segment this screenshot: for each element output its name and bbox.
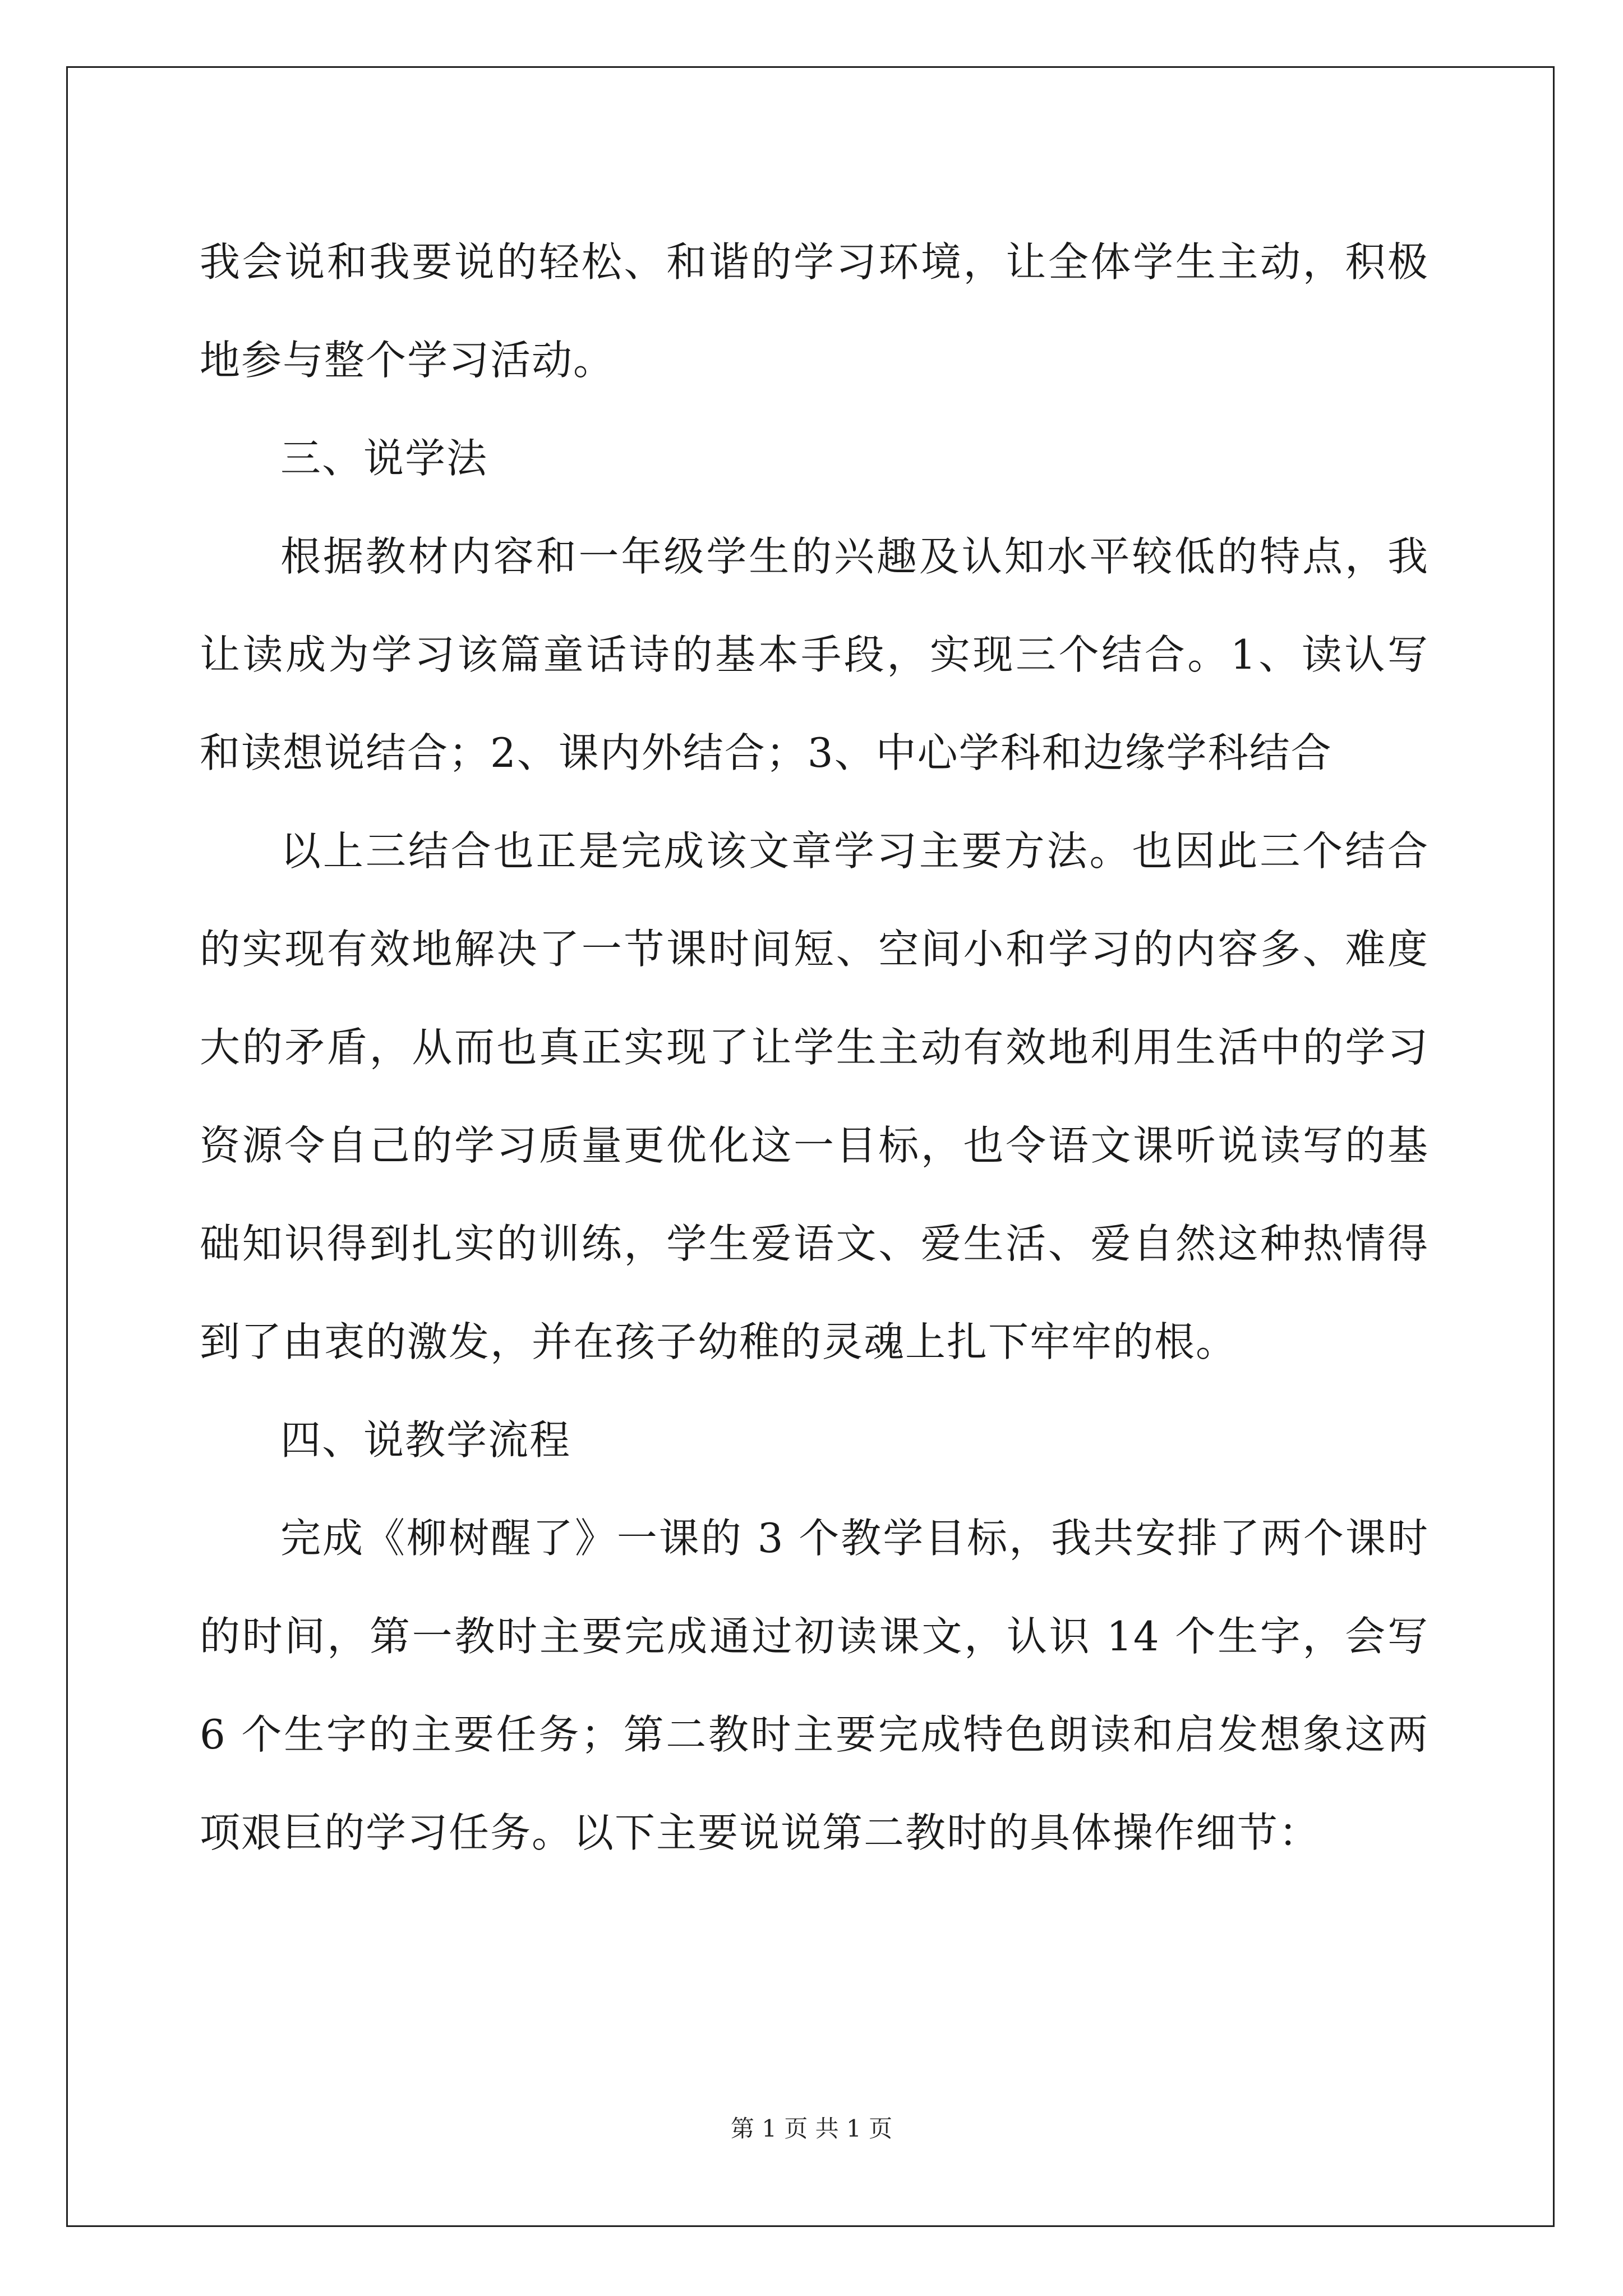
paragraph-1: 我会说和我要说的轻松、和谐的学习环境，让全体学生主动，积极地参与整个学习活动。 <box>200 238 1429 384</box>
section-heading-teaching-process: 四、说教学流程 <box>280 1416 571 1464</box>
page-footer <box>0 2112 1623 2146</box>
section-heading-study-method: 三、说学法 <box>280 435 488 482</box>
document-body <box>200 213 1429 1882</box>
paragraph-2: 根据教材内容和一年级学生的兴趣及认知水平较低的特点，我让读成为学习该篇童话诗的基本手段，实现三个结合。1、读认写和读想说结合；2、课内外结合；3、中心学科和边缘学科结合 <box>200 533 1429 776</box>
page-number-label: 第 1 页 共 1 页 <box>730 2115 893 2142</box>
paragraph-4: 完成《柳树醒了》一课的 3 个教学目标，我共安排了两个课时的时间，第一教时主要完成通过初读课文，认识 14 个生字，会写 6 个生字的主要任务；第二教时主要完成特色朗读和启发想象这两项艰巨的学习任务。以下主要说说第二教时的具体操作细节： <box>200 1515 1429 1856</box>
paragraph-3: 以上三结合也正是完成该文章学习主要方法。也因此三个结合的实现有效地解决了一节课时间短、空间小和学习的内容多、难度大的矛盾，从而也真正实现了让学生主动有效地利用生活中的学习资源令自己的学习质量更优化这一目标，也令语文课听说读写的基础知识得到扎实的训练，学生爱语文、爱生活、爱自然这种热情得到了由衷的激发，并在孩子幼稚的灵魂上扎下牢牢的根。 <box>200 827 1429 1365</box>
